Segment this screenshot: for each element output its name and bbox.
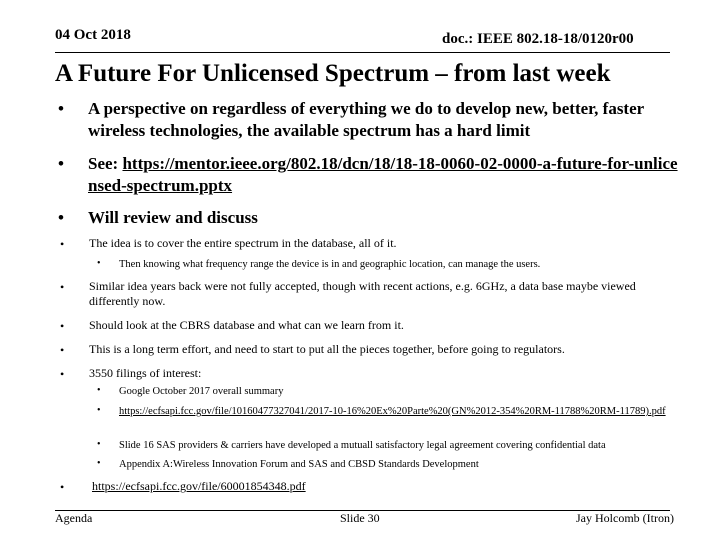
level1-item-see xyxy=(88,153,678,197)
see-prefix: See: xyxy=(88,154,123,173)
ecfs-link-60001854348[interactable]: https://ecfsapi.fcc.gov/file/60001854348.pdf xyxy=(92,479,306,493)
bullet-marker: • xyxy=(97,405,101,416)
level3-item-google: Google October 2017 overall summary xyxy=(119,386,284,397)
header-doc-id: doc.: IEEE 802.18-18/0120r00 xyxy=(442,31,634,47)
bullet-marker: • xyxy=(60,319,65,333)
ecfs-link-ex-parte[interactable]: https://ecfsapi.fcc.gov/file/10160477327041/2017-10-16%20Ex%20Parte%20(GN%2012-354%20RM-11788%20RM-11789).pdf xyxy=(119,406,666,417)
bullet-marker: • xyxy=(58,99,64,118)
level3-item-frequency: Then knowing what frequency range the device is in and geographic location, can manage the users. xyxy=(119,259,541,270)
bullet-marker: • xyxy=(97,258,101,269)
bullet-marker: • xyxy=(60,237,65,251)
bullet-marker: • xyxy=(97,458,101,469)
bullet-marker: • xyxy=(97,439,101,450)
level2-item-idea: The idea is to cover the entire spectrum in the database, all of it. xyxy=(89,236,397,250)
header-date: 04 Oct 2018 xyxy=(55,27,131,43)
level3-item-appendix: Appendix A:Wireless Innovation Forum and SAS and CBSD Standards Development xyxy=(119,459,479,470)
level2-item-filings: 3550 filings of interest: xyxy=(89,366,202,380)
bullet-marker: • xyxy=(97,385,101,396)
level2-item-cbrs: Should look at the CBRS database and what can we learn from it. xyxy=(89,318,404,332)
bullet-marker: • xyxy=(60,343,65,357)
bullet-marker: • xyxy=(60,367,65,381)
header-divider xyxy=(55,52,670,53)
level2-item-long-term: This is a long term effort, and need to start to put all the pieces together, before going to regulators. xyxy=(89,342,565,356)
slide-title: A Future For Unlicensed Spectrum – from last week xyxy=(55,60,611,87)
level1-item-review: Will review and discuss xyxy=(88,208,258,227)
footer-author: Jay Holcomb (Itron) xyxy=(576,511,674,525)
bullet-marker: • xyxy=(58,208,64,227)
mentor-link[interactable]: https://mentor.ieee.org/802.18/dcn/18/18-18-0060-02-0000-a-future-for-unlicensed-spectrum.pptx xyxy=(88,154,678,195)
bullet-marker: • xyxy=(60,280,65,294)
footer-section: Agenda xyxy=(55,511,93,525)
level1-item-perspective: A perspective on regardless of everything we do to develop new, better, faster wireless technologies, the available spectrum has a hard limit xyxy=(88,99,644,140)
level3-item-slide16: Slide 16 SAS providers & carriers have developed a mutuall satisfactory legal agreement covering confidential data xyxy=(119,440,606,451)
level2-item-similar: Similar idea years back were not fully accepted, though with recent actions, e.g. 6GHz, a data base maybe viewed differently now. xyxy=(89,279,636,308)
bullet-marker: • xyxy=(58,154,64,173)
bullet-marker: • xyxy=(60,480,65,494)
footer-slide-number: Slide 30 xyxy=(340,511,380,525)
